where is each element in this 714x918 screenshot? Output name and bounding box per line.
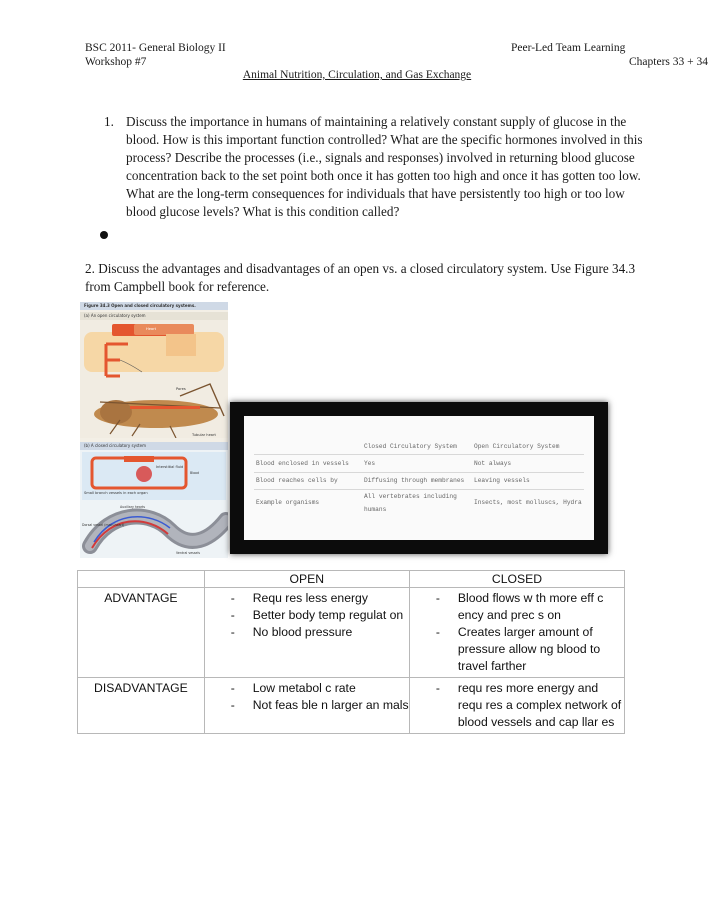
list-item: - Blood flows w th more eff c ency and prec s on: [410, 590, 624, 624]
chapters-label: Chapters 33 + 34: [629, 56, 708, 68]
label-ventral: Ventral vessels: [176, 551, 201, 555]
question-2-text: 2. Discuss the advantages and disadvantages of an open vs. a closed circulatory system. Use Figure 34.3 from Campbell book for reference.: [85, 261, 636, 294]
row-label: ADVANTAGE: [78, 588, 205, 678]
advantages-table: [77, 570, 625, 734]
panel-a-caption: (a) An open circulatory system: [84, 313, 146, 318]
workshop-number: Workshop #7: [85, 56, 147, 68]
label-pores: Pores: [176, 387, 186, 391]
empty-bullet: [100, 231, 108, 239]
circulatory-systems-figure: [80, 302, 228, 558]
comparison-row-open: Not always: [474, 460, 512, 467]
header-open: OPEN: [204, 571, 409, 588]
list-item: - Not feas ble n larger an mals: [205, 697, 409, 714]
label-small-branch: Small branch vessels in each organ: [84, 491, 148, 495]
label-dorsal: Dorsal vessel (main heart): [82, 523, 125, 527]
comparison-col-closed: Closed Circulatory System: [364, 443, 457, 450]
course-title: BSC 2011- General Biology II: [85, 42, 226, 54]
comparison-row-closed: Yes: [364, 460, 376, 467]
list-item: - Requ res less energy: [205, 590, 409, 607]
list-item: - requ res more energy and requ res a complex network of blood vessels and cap llar es: [410, 680, 624, 731]
table-row-disadvantage: [78, 678, 625, 734]
comparison-row-open: Leaving vessels: [474, 477, 530, 484]
list-item: - No blood pressure: [205, 624, 409, 641]
label-interstitial: Interstitial fluid: [156, 465, 184, 469]
question-1-number: 1.: [104, 114, 114, 129]
list-item: - Low metabol c rate: [205, 680, 409, 697]
open-cell: [204, 678, 409, 734]
comparison-row-open: Insects, most molluscs, Hydra: [474, 499, 582, 506]
panel-b-caption: (b) A closed circulatory system: [84, 443, 146, 448]
comparison-row-closed-cont: humans: [364, 506, 387, 513]
header-closed: CLOSED: [409, 571, 624, 588]
comparison-col-open: Open Circulatory System: [474, 443, 560, 450]
document-title: Animal Nutrition, Circulation, and Gas Exchange: [242, 69, 472, 81]
comparison-row-label: Blood reaches cells by: [256, 477, 338, 484]
comparison-table-figure: [230, 402, 608, 554]
open-system-illustration: [80, 320, 228, 438]
label-blood: Blood: [190, 471, 199, 475]
program-name: Peer-Led Team Learning: [511, 42, 626, 54]
comparison-row-closed: Diffusing through membranes: [364, 477, 465, 484]
question-1: [104, 113, 644, 221]
open-cell: [204, 588, 409, 678]
closed-cell: [409, 678, 624, 734]
label-tubular-heart: Tubular heart: [192, 433, 216, 437]
question-1-text: Discuss the importance in humans of maintaining a relatively constant supply of glucose in the blood. How is this important function controlled? What are the specific hormones involved in this process? Describe the processes (i.e., signals and responses) involved in returning blood glucose concentration back to the set point both once it has gotten too high and once it has gotten too low. What are the long-term consequences for individuals that have persistently too high or too low blood glucose levels? What is this condition called?: [126, 114, 643, 219]
table-row-advantage: [78, 588, 625, 678]
table-header-row: [78, 571, 625, 588]
comparison-table: [244, 416, 594, 540]
list-item: - Better body temp regulat on: [205, 607, 409, 624]
closed-cell: [409, 588, 624, 678]
label-auxiliary: Auxiliary hearts: [120, 505, 146, 509]
figure-title: Figure 34.3 Open and closed circulatory systems.: [84, 303, 196, 308]
header-blank-cell: [78, 571, 205, 588]
comparison-row-closed: All vertebrates including: [364, 493, 457, 500]
label-heart: Heart: [146, 327, 157, 331]
comparison-row-label: Blood enclosed in vessels: [256, 460, 349, 467]
closed-system-illustration: [80, 450, 228, 558]
comparison-row-label: Example organisms: [256, 499, 320, 506]
row-label: DISADVANTAGE: [78, 678, 205, 734]
list-item: - Creates larger amount of pressure allow ng blood to travel farther: [410, 624, 624, 675]
